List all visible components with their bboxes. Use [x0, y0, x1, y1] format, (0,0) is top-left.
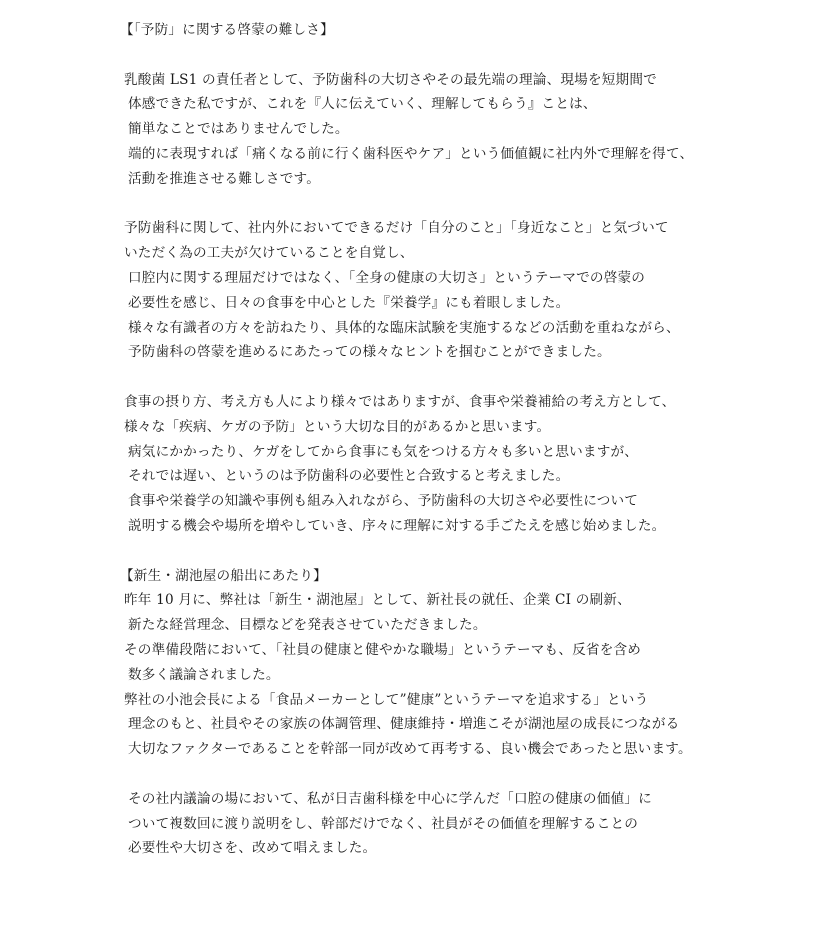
text-line: それでは遅い、というのは予防歯科の必要性と合致すると考えました。 — [128, 468, 570, 485]
text-line: 食事や栄養学の知識や事例も組み入れながら、予防歯科の大切さや必要性について — [128, 493, 639, 510]
spacer — [120, 365, 810, 390]
paragraph-internal-discussion — [120, 787, 810, 861]
spacer — [120, 539, 810, 564]
text-line: 説明する機会や場所を増やしていき、序々に理解に対する手ごたえを感じ始めました。 — [128, 517, 666, 534]
section-heading-prevention: 【「予防」に関する啓蒙の難しさ】 — [120, 22, 334, 38]
paragraph-announcement — [120, 588, 810, 762]
paragraph-lactobacillus — [120, 68, 810, 192]
text-line: 予防歯科の啓蒙を進めるにあたっての様々なヒントを掴むことができました。 — [128, 344, 611, 361]
text-line: 端的に表現すれば「痛くなる前に行く歯科医やケア」という価値観に社内外で理解を得て、 — [128, 145, 694, 162]
text-line: 病気にかかったり、ケガをしてから食事にも気をつける方々も多いと思いますが、 — [128, 443, 639, 460]
document-body — [120, 18, 810, 861]
text-line: 予防歯科に関して、社内外においてできるだけ「自分のこと」「身近なこと」と気づいて — [124, 220, 669, 237]
text-line: 弊社の小池会長による「食品メーカーとして”健康”というテーマを追求する」という — [124, 691, 649, 708]
spacer — [120, 762, 810, 787]
text-line: その準備段階において、「社員の健康と健やかな職場」というテーマも、反省を含め — [124, 641, 642, 658]
text-line: ついて複数回に渡り説明をし、幹部だけでなく、社員がその価値を理解することの — [128, 815, 639, 832]
paragraph-diet — [120, 390, 810, 539]
text-line: 口腔内に関する理屈だけではなく、「全身の健康の大切さ」というテーマでの啓蒙の — [128, 269, 646, 286]
text-line: 昨年 10 月に、弊社は「新生・湖池屋」として、新社長の就任、企業 CI の刷新、 — [124, 592, 631, 609]
spacer — [120, 192, 810, 217]
spacer — [120, 43, 810, 68]
section-heading-new-koikeya: 【新生・湖池屋の船出にあたり】 — [120, 567, 327, 584]
text-line: 数多く議論されました。 — [128, 666, 280, 683]
text-line: いただく為の工夫が欠けていることを自覚し、 — [124, 245, 414, 262]
text-line: 必要性を感じ、日々の食事を中心とした『栄養学』にも着眼しました。 — [128, 294, 570, 311]
text-line: 乳酸菌 LS1 の責任者として、予防歯科の大切さやその最先端の理論、現場を短期間で — [124, 71, 657, 88]
text-line: 様々な有識者の方々を訪ねたり、具体的な臨床試験を実施するなどの活動を重ねながら、 — [128, 319, 680, 336]
paragraph-awareness — [120, 216, 810, 365]
text-line: 理念のもと、社員やその家族の体調管理、健康維持・増進こそが湖池屋の成長につながる — [128, 716, 680, 733]
text-line: 食事の摂り方、考え方も人により様々ではありますが、食事や栄養補給の考え方として、 — [124, 393, 676, 410]
text-line: 必要性や大切さを、改めて唱えました。 — [128, 840, 377, 857]
text-line: 大切なファクターであることを幹部一同が改めて再考する、良い機会であったと思います。 — [128, 741, 692, 758]
text-line: 新たな経営理念、目標などを発表させていただきました。 — [128, 617, 487, 634]
text-line: 体感できた私ですが、これを『人に伝えていく、理解してもらう』ことは、 — [128, 96, 597, 113]
text-line: 簡単なことではありませんでした。 — [128, 121, 349, 138]
text-line: 様々な「疾病、ケガの予防」という大切な目的があるかと思います。 — [124, 418, 551, 435]
text-line: その社内議論の場において、私が日吉歯科様を中心に学んだ「口腔の健康の価値」に — [128, 790, 652, 807]
text-line: 活動を推進させる難しさです。 — [128, 170, 321, 187]
